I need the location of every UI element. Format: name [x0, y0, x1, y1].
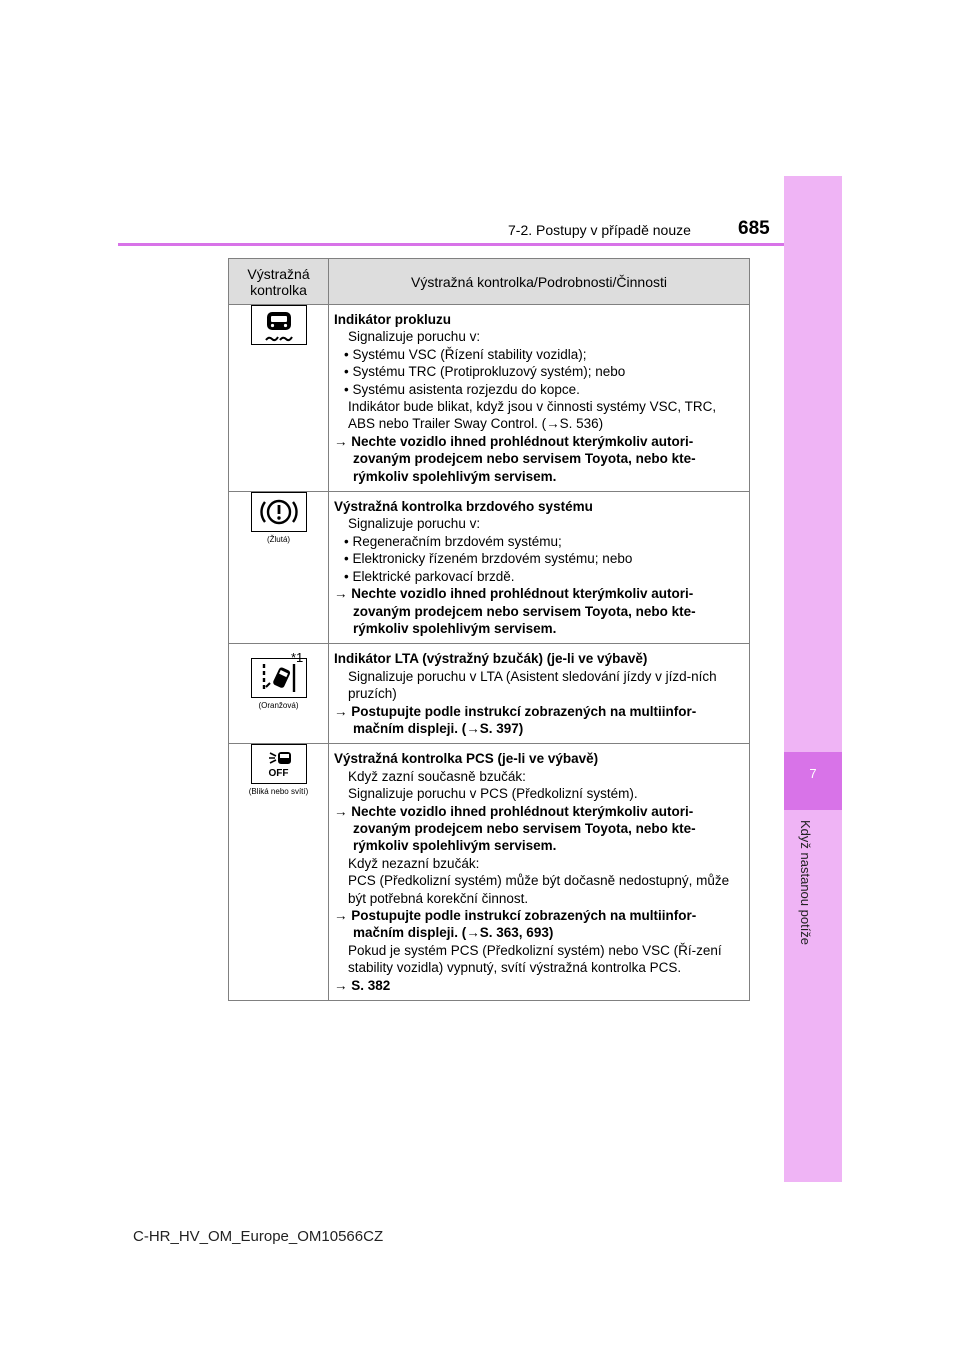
entry-line: Signalizuje poruchu v PCS (Předkolizní systém). [348, 786, 638, 802]
entry-action: → Nechte vozidlo ihned prohlédnout kterýmkoliv autori-zovaným prodejcem nebo servisem Toyota, nebo kte-rýmkoliv spolehlivým servisem. [334, 586, 696, 636]
entry-title: Výstražná kontrolka PCS (je-li ve výbavě) [334, 751, 599, 767]
icon-caption: (Oranžová) [258, 701, 299, 711]
warning-lights-table [228, 258, 750, 1001]
table-row [229, 492, 750, 644]
pcs-off-label: OFF [268, 768, 289, 780]
entry-title: Výstražná kontrolka brzdového systému [334, 499, 593, 515]
entry-action: → Postupujte podle instrukcí zobrazených na multiinfor-mačním displeji. (→S. 397) [334, 703, 697, 736]
description-cell [329, 644, 750, 744]
brake-warning-icon [251, 492, 307, 532]
icon-caption: (Bliká nebo svítí) [248, 787, 309, 797]
document-code: C-HR_HV_OM_Europe_OM10566CZ [133, 1228, 384, 1245]
table-row [229, 305, 750, 492]
entry-line: Když nezazní bzučák: [348, 855, 480, 871]
bullet-item: • Regeneračním brzdovém systému; [344, 533, 562, 549]
icon-caption: (Žlutá) [266, 535, 291, 545]
entry-line: Pokud je systém PCS (Předkolizní systém) nebo VSC (Ří-zení stability vozidla) vypnutý, svítí výstražná kontrolka PCS. [348, 942, 722, 976]
page-number: 685 [738, 218, 770, 239]
entry-title: Indikátor prokluzu [334, 312, 452, 327]
description-cell [329, 492, 750, 644]
entry-action: → Nechte vozidlo ihned prohlédnout kterýmkoliv autori-zovaným prodejcem nebo servisem Toyota, nebo kte-rýmkoliv spolehlivým servisem. [334, 433, 696, 484]
chapter-number: 7 [809, 766, 817, 781]
entry-title: Indikátor LTA (výstražný bzučák) (je-li ve výbavě) [334, 651, 648, 667]
entry-action: → Nechte vozidlo ihned prohlédnout kterýmkoliv autori-zovaným prodejcem nebo servisem Toyota, nebo kte-rýmkoliv spolehlivým servisem. [334, 803, 696, 854]
footnote-mark: *1 [291, 650, 304, 666]
bullet-item: • Systému asistenta rozjezdu do kopce. [344, 381, 580, 397]
bullet-item: • Systému VSC (Řízení stability vozidla); [344, 346, 587, 362]
col2-header: Výstražná kontrolka/Podrobnosti/Činnosti [329, 259, 750, 305]
bullet-item: • Elektronicky řízeném brzdovém systému; nebo [344, 551, 633, 567]
icon-cell [229, 305, 329, 492]
bullet-item: • Elektrické parkovací brzdě. [344, 568, 515, 584]
entry-note: Indikátor bude blikat, když jsou v činnosti systémy VSC, TRC, ABS nebo Trailer Sway Control. (→S. 536) [348, 399, 717, 432]
pcs-off-icon [251, 744, 307, 784]
entry-line: PCS (Předkolizní systém) může být dočasně nedostupný, může být potřebná korekční činnost. [348, 873, 730, 906]
slip-indicator-icon [251, 305, 307, 345]
icon-cell [229, 744, 329, 1001]
entry-intro: Signalizuje poruchu v: [348, 516, 481, 532]
entry-intro: Signalizuje poruchu v: [348, 329, 481, 345]
entry-intro: Signalizuje poruchu v LTA (Asistent sledování jízdy v jízd-ních pruzích) [348, 668, 717, 702]
header-rule [118, 243, 784, 246]
entry-line: Když zazní současně bzučák: [348, 768, 526, 784]
table-header-row [229, 259, 750, 305]
bullet-item: • Systému TRC (Protiprokluzový systém); nebo [344, 364, 626, 380]
table-row [229, 744, 750, 1001]
section-title: 7-2. Postupy v případě nouze [508, 222, 691, 238]
table-row [229, 644, 750, 744]
entry-action: → Postupujte podle instrukcí zobrazených na multiinfor-mačním displeji. (→S. 363, 693) [334, 908, 697, 941]
description-cell [329, 305, 750, 492]
chapter-marker [784, 752, 842, 810]
icon-cell [229, 644, 329, 744]
entry-action: → S. 382 [334, 977, 391, 993]
description-cell [329, 744, 750, 1001]
side-tab-strip [784, 176, 842, 1182]
chapter-title: Když nastanou potíže [798, 820, 813, 946]
col1-header: Výstražná kontrolka [229, 259, 329, 305]
icon-cell [229, 492, 329, 644]
